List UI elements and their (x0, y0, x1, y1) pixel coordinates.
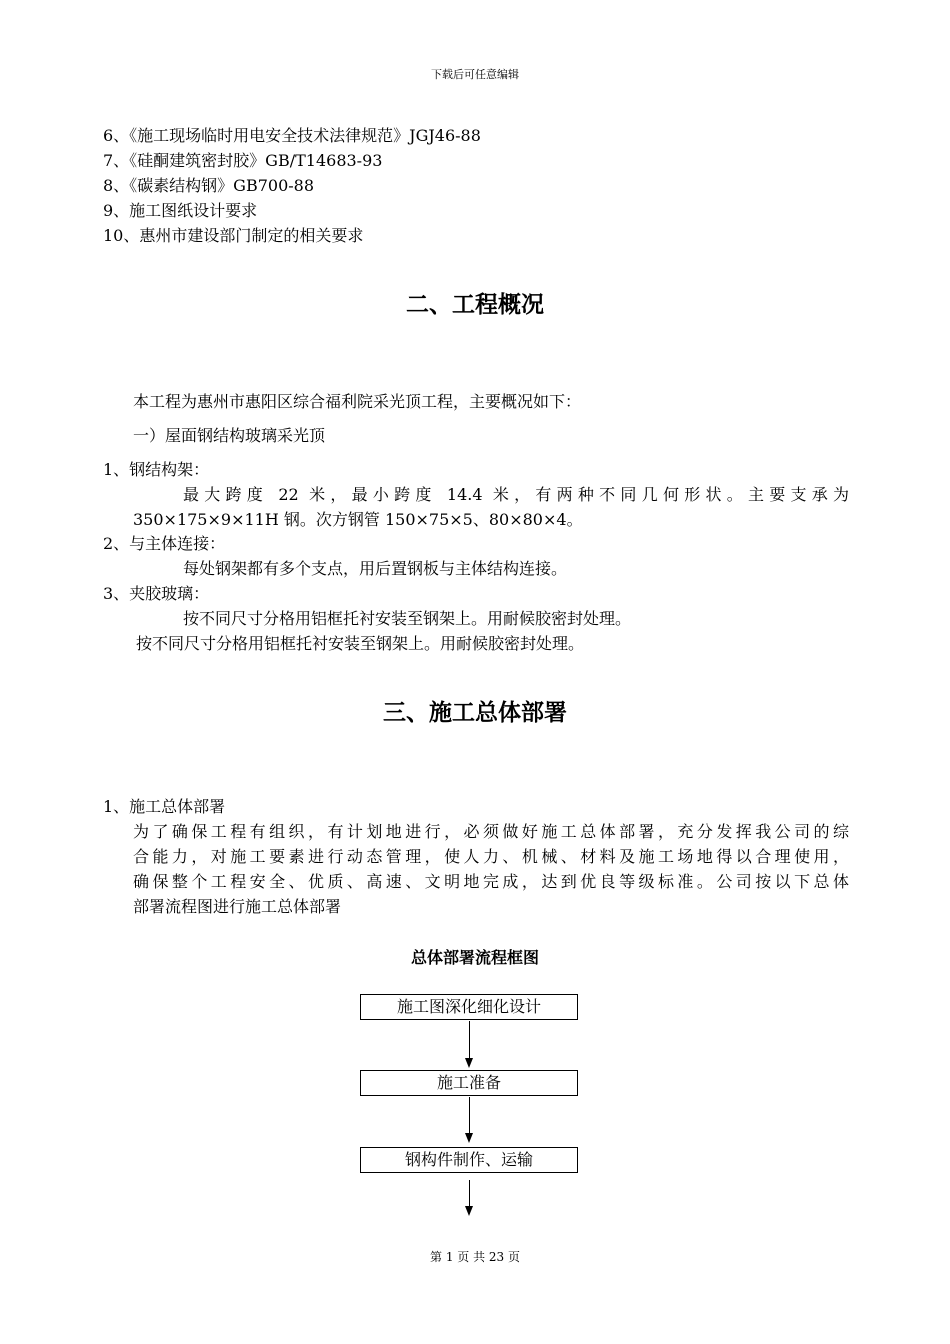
flow-arrow-head-1 (465, 1058, 473, 1068)
item1-label: 1、钢结构架： (103, 460, 210, 479)
section3-item1-label: 1、施工总体部署 (103, 797, 226, 816)
flow-step-preparation: 施工准备 (360, 1070, 578, 1096)
section2-intro: 本工程为惠州市惠阳区综合福利院采光顶工程，主要概况如下： (133, 392, 582, 411)
reference-item-10: 10、惠州市建设部门制定的相关要求 (103, 226, 364, 245)
flow-arrow-line-2 (469, 1097, 470, 1133)
flow-step-fabrication: 钢构件制作、运输 (360, 1147, 578, 1173)
reference-item-7: 7、《硅酮建筑密封胶》GB/T14683-93 (103, 151, 383, 170)
flowchart-title: 总体部署流程框图 (410, 948, 539, 967)
item2-label: 2、与主体连接： (103, 534, 226, 553)
item1-text-line1: 最大跨度 22 米，最小跨度 14.4 米，有两种不同几何形状。主要支承为 (183, 485, 849, 504)
item3-label: 3、夹胶玻璃： (103, 584, 210, 603)
item2-text: 每处钢架都有多个支点，用后置钢板与主体结构连接。 (183, 559, 568, 578)
reference-item-6: 6、《施工现场临时用电安全技术法律规范》JGJ46-88 (103, 126, 481, 145)
flow-step-design: 施工图深化细化设计 (360, 994, 578, 1020)
section3-title: 三、施工总体部署 (383, 700, 567, 726)
section2-subhead: 一）屋面钢结构玻璃采光顶 (133, 426, 326, 445)
flow-arrow-line-3 (469, 1180, 470, 1206)
reference-item-9: 9、施工图纸设计要求 (103, 201, 258, 220)
reference-item-8: 8、《碳素结构钢》GB700-88 (103, 176, 315, 195)
section3-para-line2: 合能力，对施工要素进行动态管理，使人力、机械、材料及施工场地得以合理使用， (133, 847, 849, 866)
page-header: 下载后可任意编辑 (431, 68, 519, 81)
item1-text-line2: 350×175×9×11H 钢。次方钢管 150×75×5、80×80×4。 (133, 510, 583, 529)
section2-title: 二、工程概况 (406, 292, 544, 318)
flow-arrow-line-1 (469, 1021, 470, 1058)
flow-arrow-head-2 (465, 1133, 473, 1143)
section3-para-line1: 为了确保工程有组织，有计划地进行，必须做好施工总体部署，充分发挥我公司的综 (133, 822, 849, 841)
item3-text: 按不同尺寸分格用铝框托衬安装至钢架上。用耐候胶密封处理。 (183, 609, 632, 628)
item3-text-repeat: 按不同尺寸分格用铝框托衬安装至钢架上。用耐候胶密封处理。 (136, 634, 585, 653)
section3-para-line4: 部署流程图进行施工总体部署 (133, 897, 342, 916)
flow-arrow-head-3 (465, 1206, 473, 1216)
section3-para-line3: 确保整个工程安全、优质、高速、文明地完成，达到优良等级标准。公司按以下总体 (133, 872, 849, 891)
page-footer: 第 1 页 共 23 页 (430, 1250, 520, 1264)
